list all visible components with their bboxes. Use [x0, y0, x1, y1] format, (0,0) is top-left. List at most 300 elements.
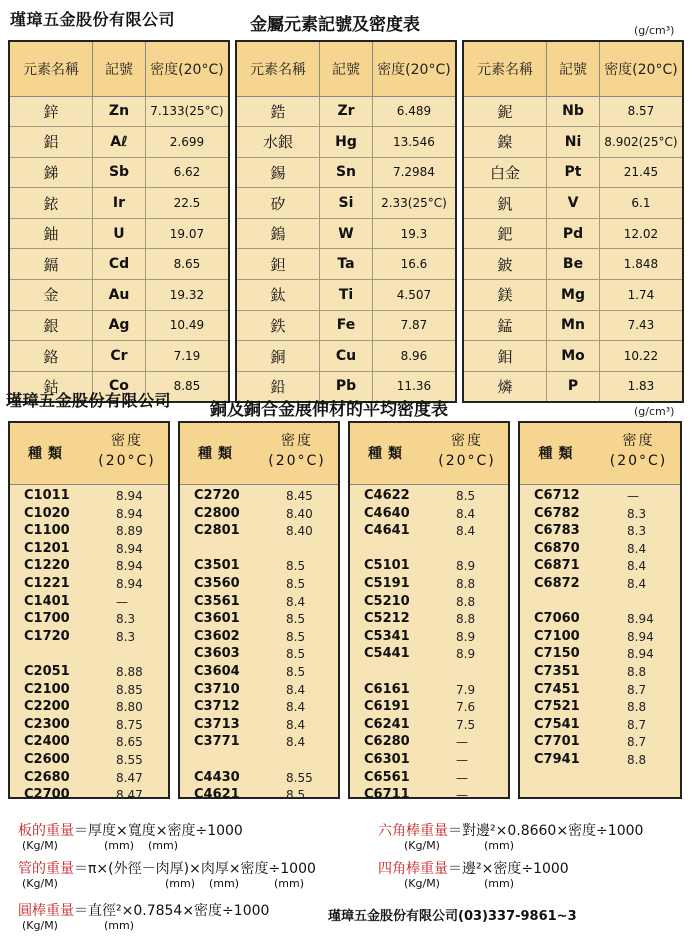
alloy-density: 8.5 [286, 647, 306, 662]
alloy-code: C5441 [364, 646, 410, 662]
alloy-density: 8.89 [116, 524, 143, 539]
alloy-density: 8.4 [456, 506, 476, 521]
alloy-density: 8.94 [627, 647, 654, 662]
element-name: 釩 [463, 188, 547, 219]
alloy-density: 8.8 [627, 753, 647, 767]
formula-pipe-unit: (Kg/M) [22, 877, 58, 890]
alloy-row [350, 505, 508, 523]
alloy-code: C1700 [24, 611, 70, 627]
table-row [236, 249, 456, 280]
alloy-code: C3712 [194, 699, 240, 715]
alloy-code: C5101 [364, 558, 410, 574]
alloy-code: C2800 [194, 505, 240, 521]
alloy-row [520, 610, 680, 628]
alloy-row [350, 681, 508, 699]
formula-plate-sub: (mm) (mm) [104, 839, 179, 852]
alloy-row [350, 557, 508, 575]
alloy-row [520, 751, 680, 769]
element-symbol: Aℓ [93, 127, 146, 158]
alloy-density: 8.4 [627, 577, 647, 591]
element-density: 7.2984 [372, 157, 456, 188]
company-title-top: 瑾璋五金股份有限公司 [10, 10, 176, 29]
element-density: 6.1 [599, 188, 683, 219]
alloy-density: 8.8 [456, 594, 476, 609]
alloy-density: — [627, 489, 639, 503]
element-symbol: Ir [93, 188, 146, 219]
element-name: 鎂 [463, 280, 547, 311]
alloy-density: 8.5 [456, 489, 476, 503]
alloy-code: C6561 [364, 769, 410, 785]
alloy-code: C2720 [194, 488, 240, 503]
element-name: 銅 [236, 341, 320, 372]
alloy-code: C2200 [24, 699, 70, 715]
alloy-row [180, 698, 338, 716]
alloy-density: 8.8 [627, 665, 647, 679]
alloy-code: C1100 [24, 523, 70, 539]
alloy-row [520, 522, 680, 540]
alloy-code: C5341 [364, 628, 410, 644]
alloy-code: C1221 [24, 576, 70, 591]
alloy-code: C3601 [194, 611, 240, 627]
alloy-code: C6782 [534, 505, 580, 521]
alloy-column-1 [8, 421, 170, 803]
alloy-row [180, 681, 338, 699]
alloy-density: 8.5 [286, 665, 306, 679]
alloy-code: C7541 [534, 716, 580, 732]
element-symbol: Ag [93, 310, 146, 341]
element-symbol: Au [93, 280, 146, 311]
header-density: 密度(20°C) [372, 41, 456, 96]
alloy-code: C6301 [364, 752, 410, 767]
element-symbol: Sn [320, 157, 373, 188]
alloy-row [180, 575, 338, 593]
alloy-row [10, 786, 168, 804]
alloy-density: 7.9 [456, 682, 476, 697]
element-density: 8.85 [145, 371, 229, 402]
alloy-density: 8.5 [286, 788, 306, 803]
alloy-row [180, 557, 338, 575]
alloy-code: C3603 [194, 646, 240, 662]
element-table-header-row [9, 41, 229, 96]
alloy-row [350, 716, 508, 734]
element-name: 錳 [463, 310, 547, 341]
header-density: 密度(20°C) [145, 41, 229, 96]
alloy-row [520, 540, 680, 558]
alloy-row [520, 733, 680, 751]
table-row [236, 157, 456, 188]
table-row [236, 96, 456, 127]
element-symbol: Be [547, 249, 600, 280]
alloy-density: — [116, 594, 128, 609]
element-density: 12.02 [599, 218, 683, 249]
alloy-density: 8.94 [627, 612, 654, 627]
element-name: 鈀 [463, 218, 547, 249]
element-table-unit: (g/cm³) [634, 24, 675, 37]
element-name: 鎘 [9, 249, 93, 280]
element-symbol: Ti [320, 280, 373, 311]
alloy-table-unit: (g/cm³) [634, 405, 675, 418]
alloy-header [350, 423, 508, 485]
alloy-density: 8.94 [116, 506, 143, 521]
alloy-row [350, 522, 508, 540]
alloy-row [520, 487, 680, 505]
element-name: 鈹 [463, 249, 547, 280]
alloy-row [350, 487, 508, 505]
element-symbol: Hg [320, 127, 373, 158]
table-row [236, 310, 456, 341]
alloy-density: 8.94 [116, 541, 143, 556]
alloy-density: 8.5 [286, 612, 306, 627]
table-row [236, 218, 456, 249]
table-row [9, 218, 229, 249]
alloy-density: 8.7 [627, 682, 647, 697]
table-row [463, 96, 683, 127]
table-row [463, 310, 683, 341]
formula-pipe-expr: ＝π×(外徑－肉厚)×肉厚×密度÷1000 [74, 861, 316, 877]
alloy-density: 8.55 [116, 753, 143, 767]
company-title-middle: 瑾璋五金股份有限公司 [6, 391, 172, 410]
alloy-row [10, 522, 168, 540]
alloy-code: C6870 [534, 540, 580, 556]
element-symbol: Zn [93, 96, 146, 127]
alloy-code: C3710 [194, 681, 240, 697]
element-density: 19.3 [372, 218, 456, 249]
alloy-code: C1201 [24, 540, 70, 556]
alloy-row [350, 786, 508, 804]
alloy-row [10, 628, 168, 646]
table-row [9, 280, 229, 311]
element-name: 金 [9, 280, 93, 311]
alloy-row [350, 610, 508, 628]
formula-round [18, 900, 269, 920]
formula-pipe-sub: (mm) (mm) (mm) [165, 877, 304, 890]
formula-hex-expr: ＝對邊²×0.8660×密度÷1000 [448, 823, 644, 839]
alloy-density: 8.4 [286, 717, 306, 732]
alloy-density: 8.47 [116, 770, 143, 785]
alloy-code: C1720 [24, 628, 70, 644]
alloy-code: C7060 [534, 611, 580, 627]
table-row [463, 249, 683, 280]
formula-pipe [18, 858, 316, 878]
element-density: 6.489 [372, 96, 456, 127]
element-symbol: P [547, 371, 600, 402]
alloy-row [180, 610, 338, 628]
alloy-code: C4430 [194, 769, 240, 785]
alloy-code: C7941 [534, 752, 580, 767]
element-symbol: Ta [320, 249, 373, 280]
element-name: 鉻 [9, 341, 93, 372]
formula-square-sub: (mm) [484, 877, 515, 890]
formula-plate-unit: (Kg/M) [22, 839, 58, 852]
alloy-row [520, 698, 680, 716]
element-density: 10.22 [599, 341, 683, 372]
alloy-column-4 [518, 421, 682, 799]
alloy-code: C4622 [364, 488, 410, 503]
table-row [463, 341, 683, 372]
element-density: 21.45 [599, 157, 683, 188]
alloy-density: 8.65 [116, 735, 143, 750]
element-density: 8.96 [372, 341, 456, 372]
table-row [236, 127, 456, 158]
alloy-code: C6871 [534, 558, 580, 574]
alloy-header-kind: 種類 [538, 446, 579, 462]
alloy-row [180, 663, 338, 681]
alloy-code: C2100 [24, 681, 70, 697]
alloy-code: C4640 [364, 505, 410, 521]
formula-plate [18, 820, 243, 840]
alloy-row [10, 610, 168, 628]
element-name: 銥 [9, 188, 93, 219]
formula-pipe-label: 管的重量 [18, 861, 74, 877]
alloy-density: 8.3 [627, 524, 647, 539]
alloy-row [520, 663, 680, 681]
alloy-code: C2051 [24, 664, 70, 679]
alloy-row [520, 716, 680, 734]
alloy-row [180, 716, 338, 734]
alloy-density: 8.80 [116, 700, 143, 715]
alloy-density: 8.4 [286, 594, 306, 609]
alloy-density: 8.94 [116, 577, 143, 591]
alloy-code: C6280 [364, 734, 410, 750]
alloy-header-density-label: 密度 [111, 433, 143, 449]
element-density: 1.83 [599, 371, 683, 402]
alloy-row [180, 628, 338, 646]
alloy-density: 8.7 [627, 735, 647, 750]
alloy-code: C1220 [24, 558, 70, 574]
alloy-code: C3604 [194, 664, 240, 679]
alloy-row [10, 769, 168, 787]
formula-round-label: 圓棒重量 [18, 903, 74, 919]
formula-square-expr: ＝邊²×密度÷1000 [448, 861, 569, 877]
element-name: 鉄 [236, 310, 320, 341]
element-name: 燐 [463, 371, 547, 402]
alloy-header-density [86, 431, 168, 471]
alloy-row [180, 733, 338, 751]
table-row [236, 188, 456, 219]
element-name: 鋁 [9, 127, 93, 158]
element-name: 水銀 [236, 127, 320, 158]
alloy-density: — [456, 753, 468, 767]
alloy-header-temp: (20°C) [98, 453, 156, 469]
alloy-code: C7701 [534, 734, 580, 750]
element-table-1 [8, 40, 230, 403]
element-name: 鎢 [236, 218, 320, 249]
alloy-density: 8.8 [627, 700, 647, 715]
element-name: 白金 [463, 157, 547, 188]
element-density: 2.33(25°C) [372, 188, 456, 219]
alloy-header-temp: (20°C) [268, 453, 326, 469]
element-symbol: Nb [547, 96, 600, 127]
table-row [463, 127, 683, 158]
alloy-row [180, 487, 338, 505]
alloy-row [520, 681, 680, 699]
alloy-row [350, 575, 508, 593]
formula-hex-label: 六角棒重量 [378, 823, 448, 839]
alloy-density: 8.5 [286, 577, 306, 591]
alloy-density: 8.8 [456, 612, 476, 627]
alloy-column-2 [178, 421, 340, 803]
alloy-density: 8.7 [627, 717, 647, 732]
header-symbol: 記號 [93, 41, 146, 96]
element-name: 錫 [236, 157, 320, 188]
element-symbol: Ni [547, 127, 600, 158]
alloy-density: 8.4 [627, 559, 647, 574]
alloy-code: C2801 [194, 523, 240, 539]
table-row [236, 341, 456, 372]
alloy-density: 8.47 [116, 788, 143, 803]
alloy-code: C6712 [534, 488, 580, 503]
alloy-density: — [456, 770, 468, 785]
alloy-header-density-label: 密度 [622, 433, 655, 449]
element-symbol: Mg [547, 280, 600, 311]
alloy-density: 8.40 [286, 524, 313, 539]
alloy-density: 8.4 [286, 682, 306, 697]
alloy-row [350, 733, 508, 751]
element-symbol: Cr [93, 341, 146, 372]
element-density: 8.902(25°C) [599, 127, 683, 158]
element-density: 2.699 [145, 127, 229, 158]
alloy-code: C3602 [194, 628, 240, 644]
table-row [9, 188, 229, 219]
element-density: 19.07 [145, 218, 229, 249]
table-row [463, 280, 683, 311]
formula-square-label: 四角棒重量 [378, 861, 448, 877]
element-name: 鈾 [9, 218, 93, 249]
alloy-code: C6161 [364, 681, 410, 697]
element-density: 11.36 [372, 371, 456, 402]
alloy-density: 8.8 [456, 577, 476, 591]
element-table-header-row [236, 41, 456, 96]
element-name: 鉛 [236, 371, 320, 402]
table-row [463, 188, 683, 219]
alloy-code: C1401 [24, 593, 70, 609]
element-density: 10.49 [145, 310, 229, 341]
table-row [9, 341, 229, 372]
alloy-code: C3771 [194, 734, 240, 750]
alloy-code: C6783 [534, 523, 580, 539]
alloy-density: 8.3 [116, 629, 136, 644]
element-density: 1.848 [599, 249, 683, 280]
formula-hex-unit: (Kg/M) [404, 839, 440, 852]
element-density: 22.5 [145, 188, 229, 219]
element-name: 鉭 [236, 249, 320, 280]
alloy-row [520, 645, 680, 663]
alloy-row [10, 698, 168, 716]
alloy-density: 8.5 [286, 559, 306, 574]
alloy-density: 8.88 [116, 665, 143, 679]
alloy-code: C2300 [24, 716, 70, 732]
company-contact: 瑾璋五金股份有限公司(03)337-9861~3 [328, 909, 577, 924]
alloy-code: C1011 [24, 488, 70, 503]
table-row [463, 218, 683, 249]
table-row [9, 157, 229, 188]
table-row [236, 280, 456, 311]
element-symbol: Pb [320, 371, 373, 402]
element-symbol: U [93, 218, 146, 249]
element-name: 鋅 [9, 96, 93, 127]
element-name: 鈦 [236, 280, 320, 311]
alloy-row [10, 751, 168, 769]
alloy-code: C7351 [534, 664, 580, 679]
alloy-header [520, 423, 680, 485]
header-symbol: 記號 [320, 41, 373, 96]
element-name: 銀 [9, 310, 93, 341]
alloy-row [10, 557, 168, 575]
alloy-row [10, 505, 168, 523]
alloy-code: C3561 [194, 593, 240, 609]
alloy-density: 8.4 [456, 524, 476, 539]
header-name: 元素名稱 [9, 41, 93, 96]
alloy-density: 8.94 [627, 629, 654, 644]
table-row [463, 157, 683, 188]
alloy-density: 8.9 [456, 559, 476, 574]
element-symbol: Sb [93, 157, 146, 188]
alloy-row [10, 575, 168, 593]
element-table-header-row [463, 41, 683, 96]
element-density: 7.19 [145, 341, 229, 372]
table-row [9, 96, 229, 127]
alloy-row [350, 698, 508, 716]
formula-hex-sub: (mm) [484, 839, 515, 852]
element-density: 8.57 [599, 96, 683, 127]
alloy-density: 8.9 [456, 629, 476, 644]
alloy-header-density [256, 431, 338, 471]
alloy-row [180, 522, 338, 540]
header-name: 元素名稱 [236, 41, 320, 96]
alloy-row [10, 716, 168, 734]
alloy-row [180, 593, 338, 611]
alloy-code: C3560 [194, 576, 240, 591]
element-name: 鋯 [236, 96, 320, 127]
table-row [9, 249, 229, 280]
alloy-density: — [456, 735, 468, 750]
alloy-row [350, 645, 508, 663]
table-row [463, 371, 683, 402]
alloy-density: 8.4 [286, 735, 306, 750]
alloy-density: 7.6 [456, 700, 476, 715]
element-name: 鎳 [463, 127, 547, 158]
alloy-row [10, 681, 168, 699]
element-density: 7.87 [372, 310, 456, 341]
element-table-title: 金屬元素記號及密度表 [250, 15, 420, 35]
element-symbol: Pt [547, 157, 600, 188]
formula-square-unit: (Kg/M) [404, 877, 440, 890]
alloy-code: C7100 [534, 628, 580, 644]
alloy-code: C7150 [534, 646, 580, 662]
alloy-row [10, 593, 168, 611]
alloy-row [520, 557, 680, 575]
alloy-code: C2700 [24, 787, 70, 803]
alloy-density: — [456, 788, 468, 803]
alloy-row [520, 628, 680, 646]
alloy-row [350, 593, 508, 611]
alloy-density: 8.4 [627, 541, 647, 556]
alloy-header-density-label: 密度 [281, 433, 313, 449]
element-table-3 [462, 40, 684, 403]
alloy-header-kind: 種類 [368, 446, 408, 462]
alloy-code: C6241 [364, 716, 410, 732]
alloy-header-kind: 種類 [28, 446, 68, 462]
alloy-code: C7451 [534, 681, 580, 697]
element-symbol: Mn [547, 310, 600, 341]
formula-round-unit: (Kg/M) [22, 919, 58, 932]
alloy-header-density-label: 密度 [451, 433, 483, 449]
element-symbol: Si [320, 188, 373, 219]
alloy-density: 8.94 [116, 559, 143, 574]
alloy-code: C5191 [364, 576, 410, 591]
element-symbol: Co [93, 371, 146, 402]
element-density: 8.65 [145, 249, 229, 280]
